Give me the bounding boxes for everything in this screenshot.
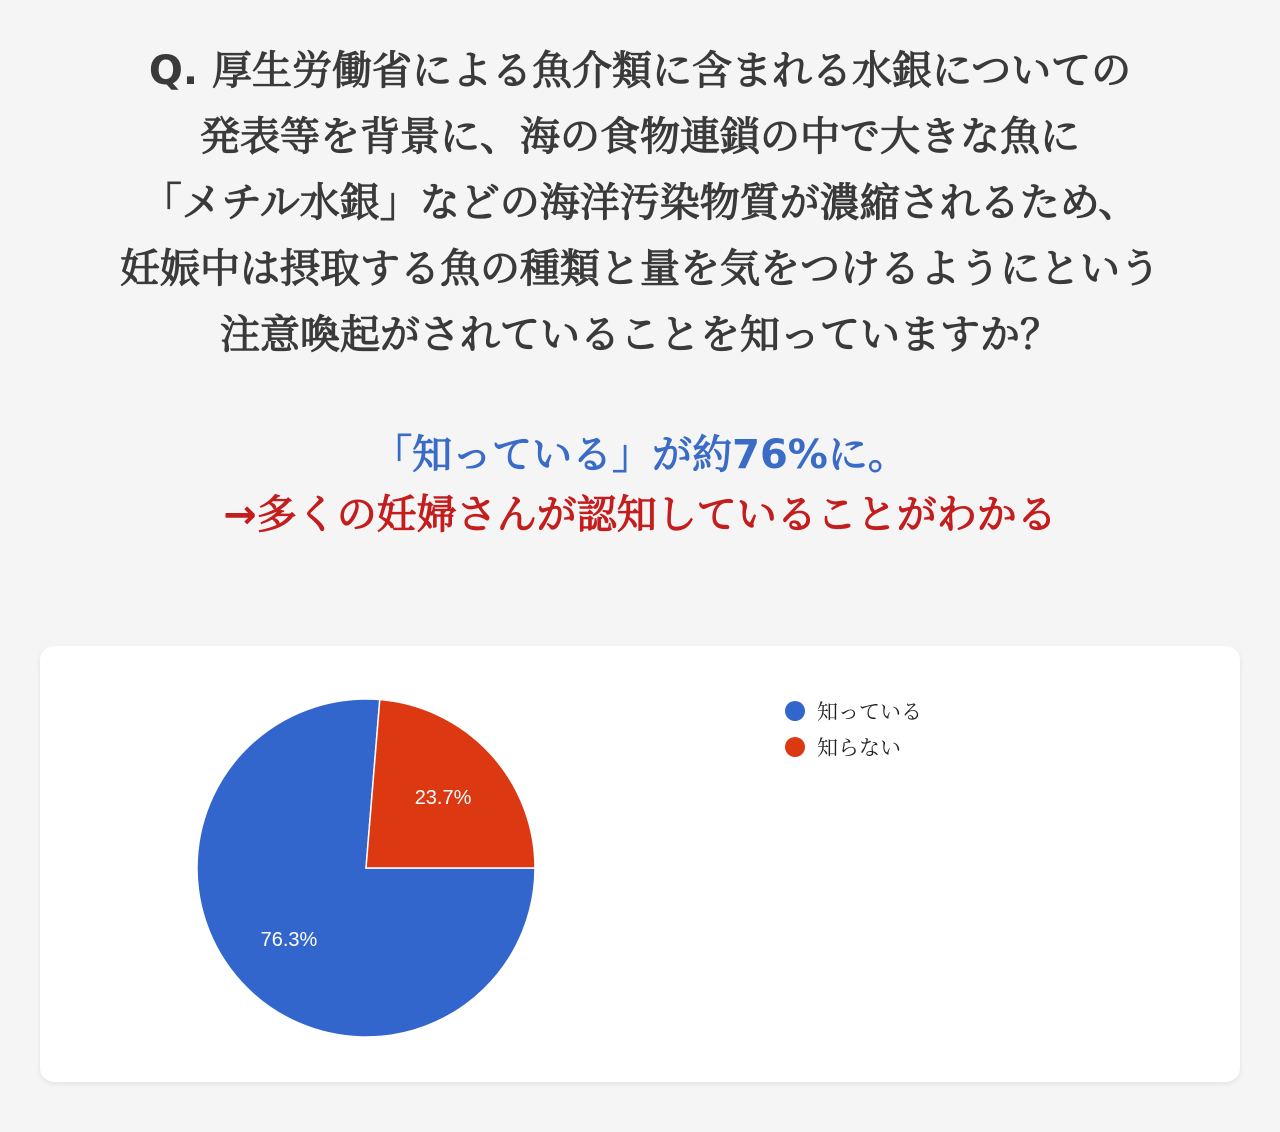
result-highlight [40,425,1240,545]
chart-card [40,646,1240,1082]
question-line: 注意喚起がされていることを知っていますか？ [220,312,1060,358]
pie-slice [366,700,535,868]
pie-data-label: 23.7% [414,786,472,809]
pie-data-label: 76.3% [260,929,318,952]
legend-label: 知らない [817,736,901,760]
legend-item [785,729,922,765]
legend-label: 知っている [817,700,922,724]
legend-swatch [785,737,805,757]
pie-chart [40,646,1240,1082]
question-text [40,38,1240,368]
question-line: 妊娠中は摂取する魚の種類と量を気をつけるようにという [120,246,1160,292]
chart-legend [785,693,922,765]
legend-item [785,693,922,729]
question-line: 発表等を背景に、海の食物連鎖の中で大きな魚に [200,114,1080,160]
result-conclusion: →多くの妊婦さんが認知していることがわかる [223,492,1057,538]
question-line: Q. 厚生労働省による魚介類に含まれる水銀についての [148,48,1132,94]
question-line: 「メチル水銀」などの海洋汚染物質が濃縮されるため、 [141,180,1139,226]
result-summary: 「知っている」が約76%に。 [372,432,908,478]
legend-swatch [785,701,805,721]
